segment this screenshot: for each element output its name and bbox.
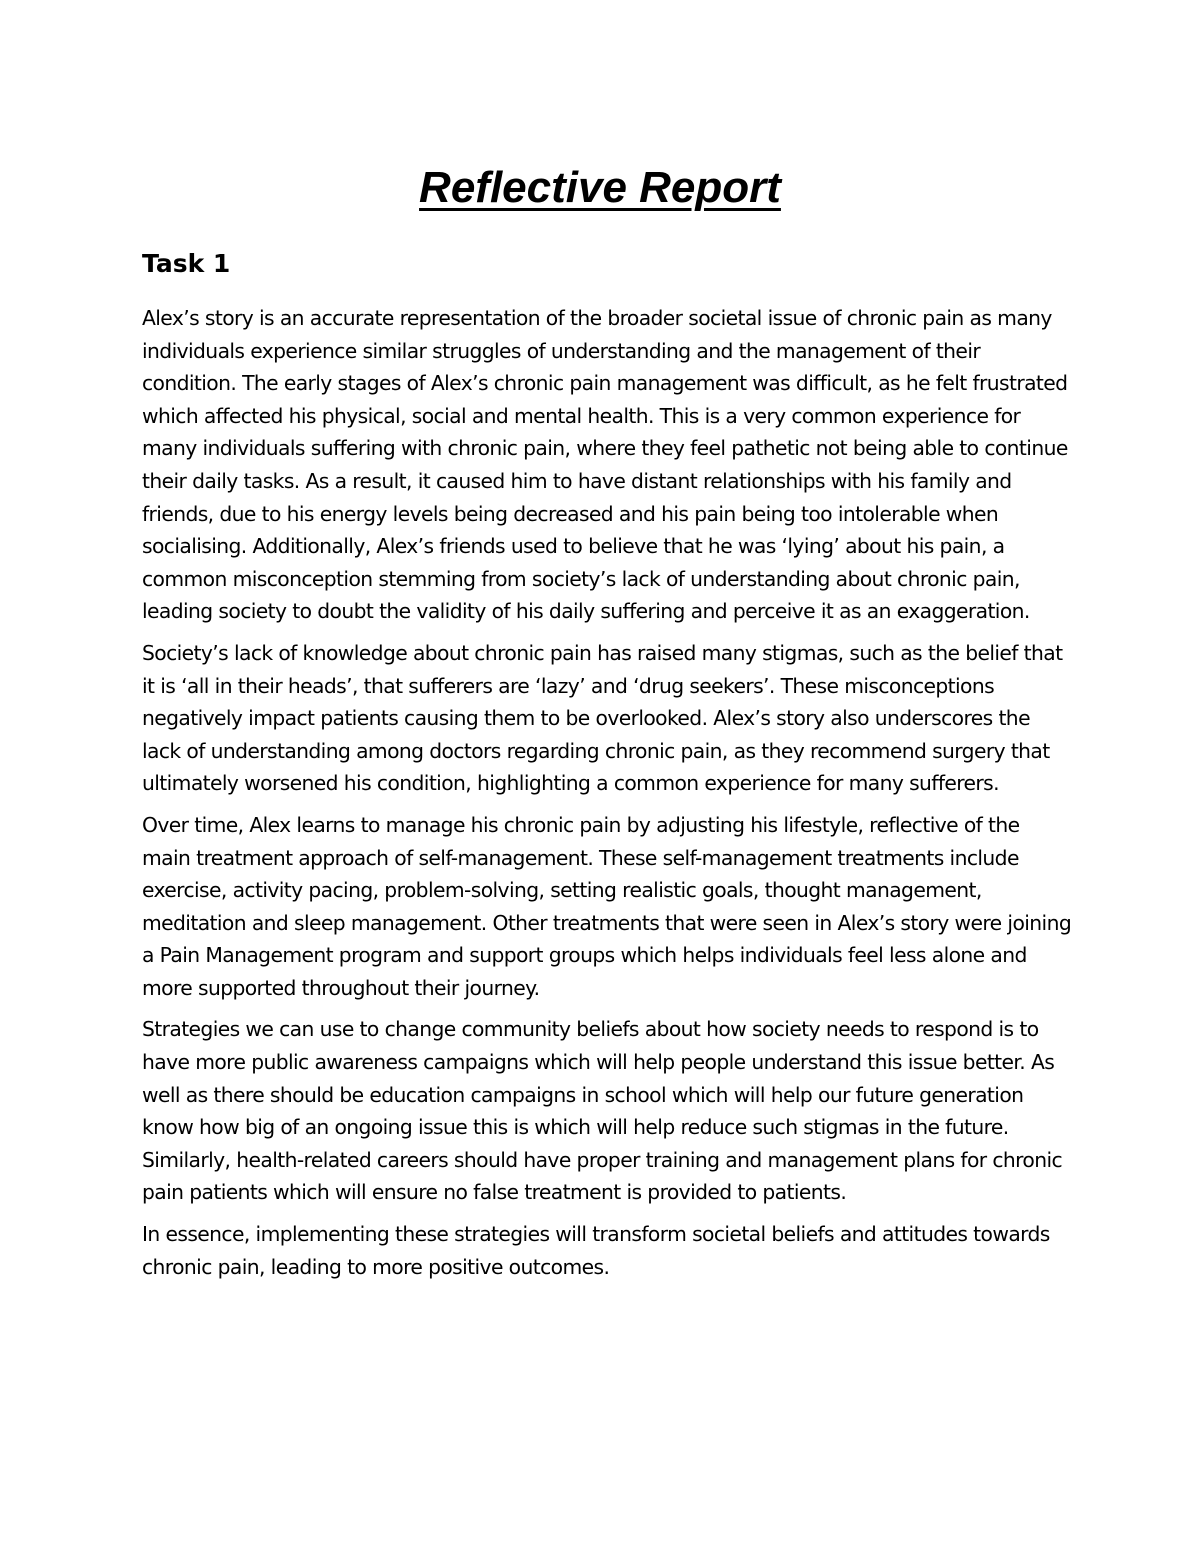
document-body — [142, 244, 1072, 1292]
document-title: Reflective Report — [419, 163, 781, 212]
paragraph-3: Over time, Alex learns to manage his chronic pain by adjusting his lifestyle, reflective of the main treatment approach of self-management. These self-management treatments include exercise, activity pacing, problem-solving, setting realistic goals, thought management, meditation and sleep management. Other treatments that were seen in Alex’s story were joining a Pain Management program and support groups which helps individuals feel less alone and more supported throughout their journey. — [142, 812, 1072, 1000]
paragraph-5: In essence, implementing these strategies will transform societal beliefs and attitudes towards chronic pain, leading to more positive outcomes. — [142, 1222, 1050, 1279]
paragraph-2: Society’s lack of knowledge about chronic pain has raised many stigmas, such as the belief that it is ‘all in their heads’, that sufferers are ‘lazy’ and ‘drug seekers’. These misconceptions negatively impact patients causing them to be overlooked. Alex’s story also underscores the lack of understanding among doctors regarding chronic pain, as they recommend surgery that ultimately worsened his condition, highlighting a common experience for many sufferers. — [142, 640, 1063, 796]
paragraph-4: Strategies we can use to change community beliefs about how society needs to respond is to have more public awareness campaigns which will help people understand this issue better. As well as there should be education campaigns in school which will help our future generation know how big of an ongoing issue this is which will help reduce such stigmas in the future. Similarly, health-related careers should have proper training and management plans for chronic pain patients which will ensure no false treatment is provided to patients. — [142, 1017, 1063, 1205]
section-heading: Task 1 — [142, 249, 231, 278]
paragraph-1: Alex’s story is an accurate representation of the broader societal issue of chronic pain as many individuals experience similar struggles of understanding and the management of their condition. The early stages of Alex’s chronic pain management was difficult, as he felt frustrated which affected his physical, social and mental health. This is a very common experience for many individuals suffering with chronic pain, where they feel pathetic not being able to continue their daily tasks. As a result, it caused him to have distant relationships with his family and friends, due to his energy levels being decreased and his pain being too intolerable when socialising. Additionally, Alex’s friends used to believe that he was ‘lying’ about his pain, a common misconception stemming from society’s lack of understanding about chronic pain, leading society to doubt the validity of his daily suffering and perceive it as an exaggeration. — [142, 306, 1068, 624]
